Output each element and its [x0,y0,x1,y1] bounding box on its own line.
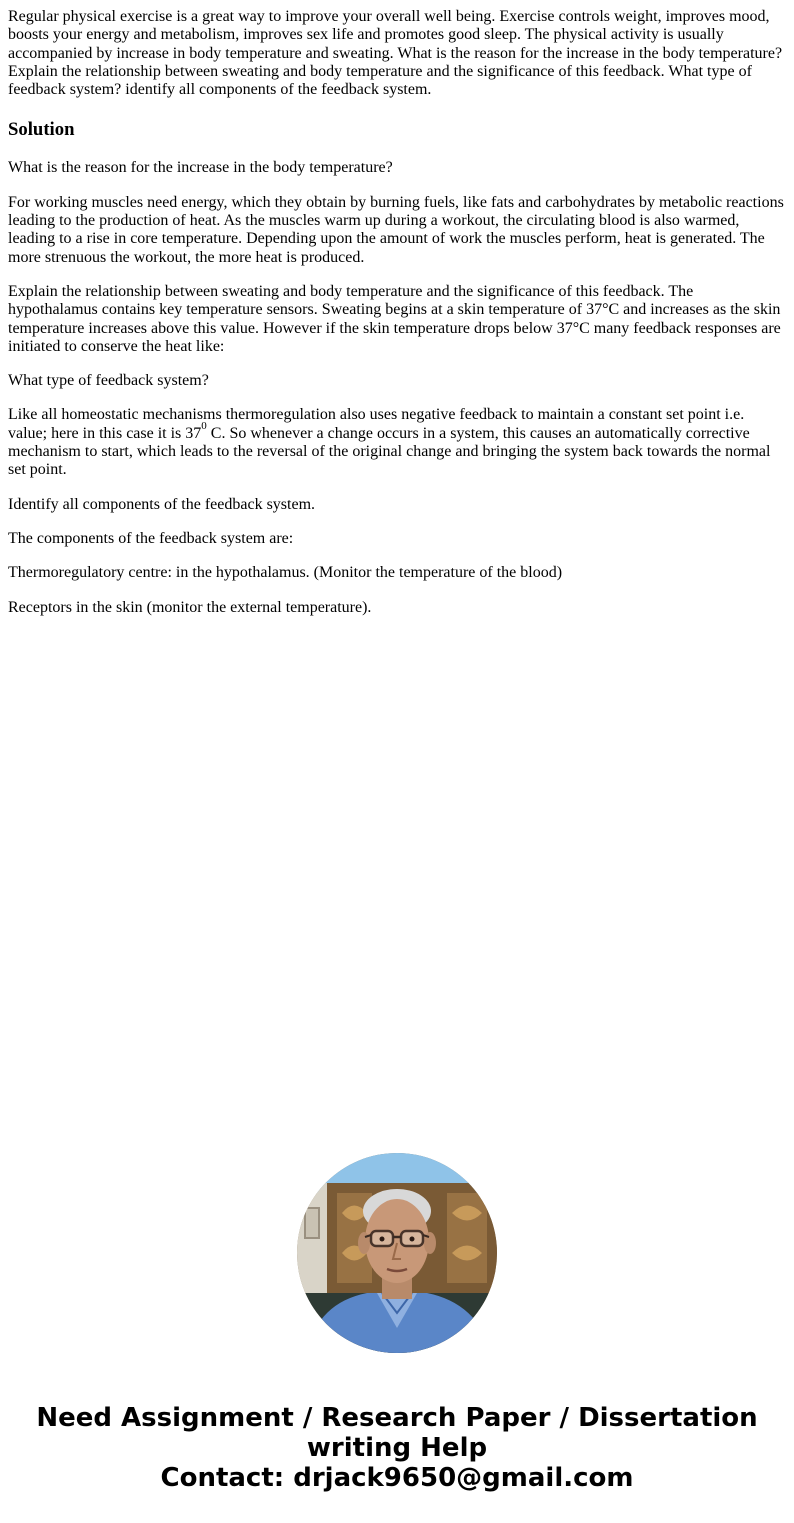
components-intro: The components of the feedback system are: [8,529,294,547]
promo-line-1: Need Assignment / Research Paper / Dissertation [36,1403,758,1433]
document-body [8,8,786,633]
component-1: Thermoregulatory centre: in the hypothalamus. (Monitor the temperature of the blood) [8,564,563,582]
degree-superscript: 0 [201,420,207,433]
answer-1: For working muscles need energy, which they obtain by burning fuels, like fats and carbohydrates by metabolic reactions leading to the production of heat. As the muscles warm up during a workout, the circulating blood is also warmed, leading to a rise in core temperature. Depending upon the amount of work the muscles perform, heat is generated. The more strenuous the workout, the more heat is produced. [8,193,784,266]
promo-banner [0,1403,794,1493]
answer-3-part-2: C. So whenever a change occurs in a system, this causes an automatically corrective mechanism to start, which leads to the reversal of the original change and bringing the system back towards the normal set point. [8,424,771,479]
question-1: What is the reason for the increase in the body temperature? [8,159,393,177]
promo-line-2: writing Help [306,1433,488,1463]
question-3: What type of feedback system? [8,372,209,390]
question-4: Identify all components of the feedback system. [8,495,316,513]
solution-heading: Solution [8,119,75,141]
answer-3 [8,406,786,479]
promo-contact: Contact: drjack9650@gmail.com [160,1463,634,1493]
question-text: Regular physical exercise is a great way to improve your overall well being. Exercise controls weight, improves mood, boosts your energy and metabolism, improves sex life and promotes good sleep. The physical activity is usually accompanied by increase in body temperature and sweating. What is the reason for the increase in the body temperature? Explain the relationship between sweating and body temperature and the significance of this feedback. What type of feedback system? identify all components of the feedback system. [8,8,783,99]
component-2: Receptors in the skin (monitor the external temperature). [8,598,372,616]
answer-3-part-1: Like all homeostatic mechanisms thermoregulation also uses negative feedback to maintain a constant set point i.e. value; here in this case it is 37 [8,406,745,442]
answer-2: Explain the relationship between sweating and body temperature and the significance of this feedback. The hypothalamus contains key temperature sensors. Sweating begins at a skin temperature of 37°C and increases as the skin temperature increases above this value. However if the skin temperature drops below 37°C many feedback responses are initiated to conserve the heat like: [8,282,781,355]
avatar [297,1153,497,1353]
avatar-portrait-image [297,1153,497,1353]
